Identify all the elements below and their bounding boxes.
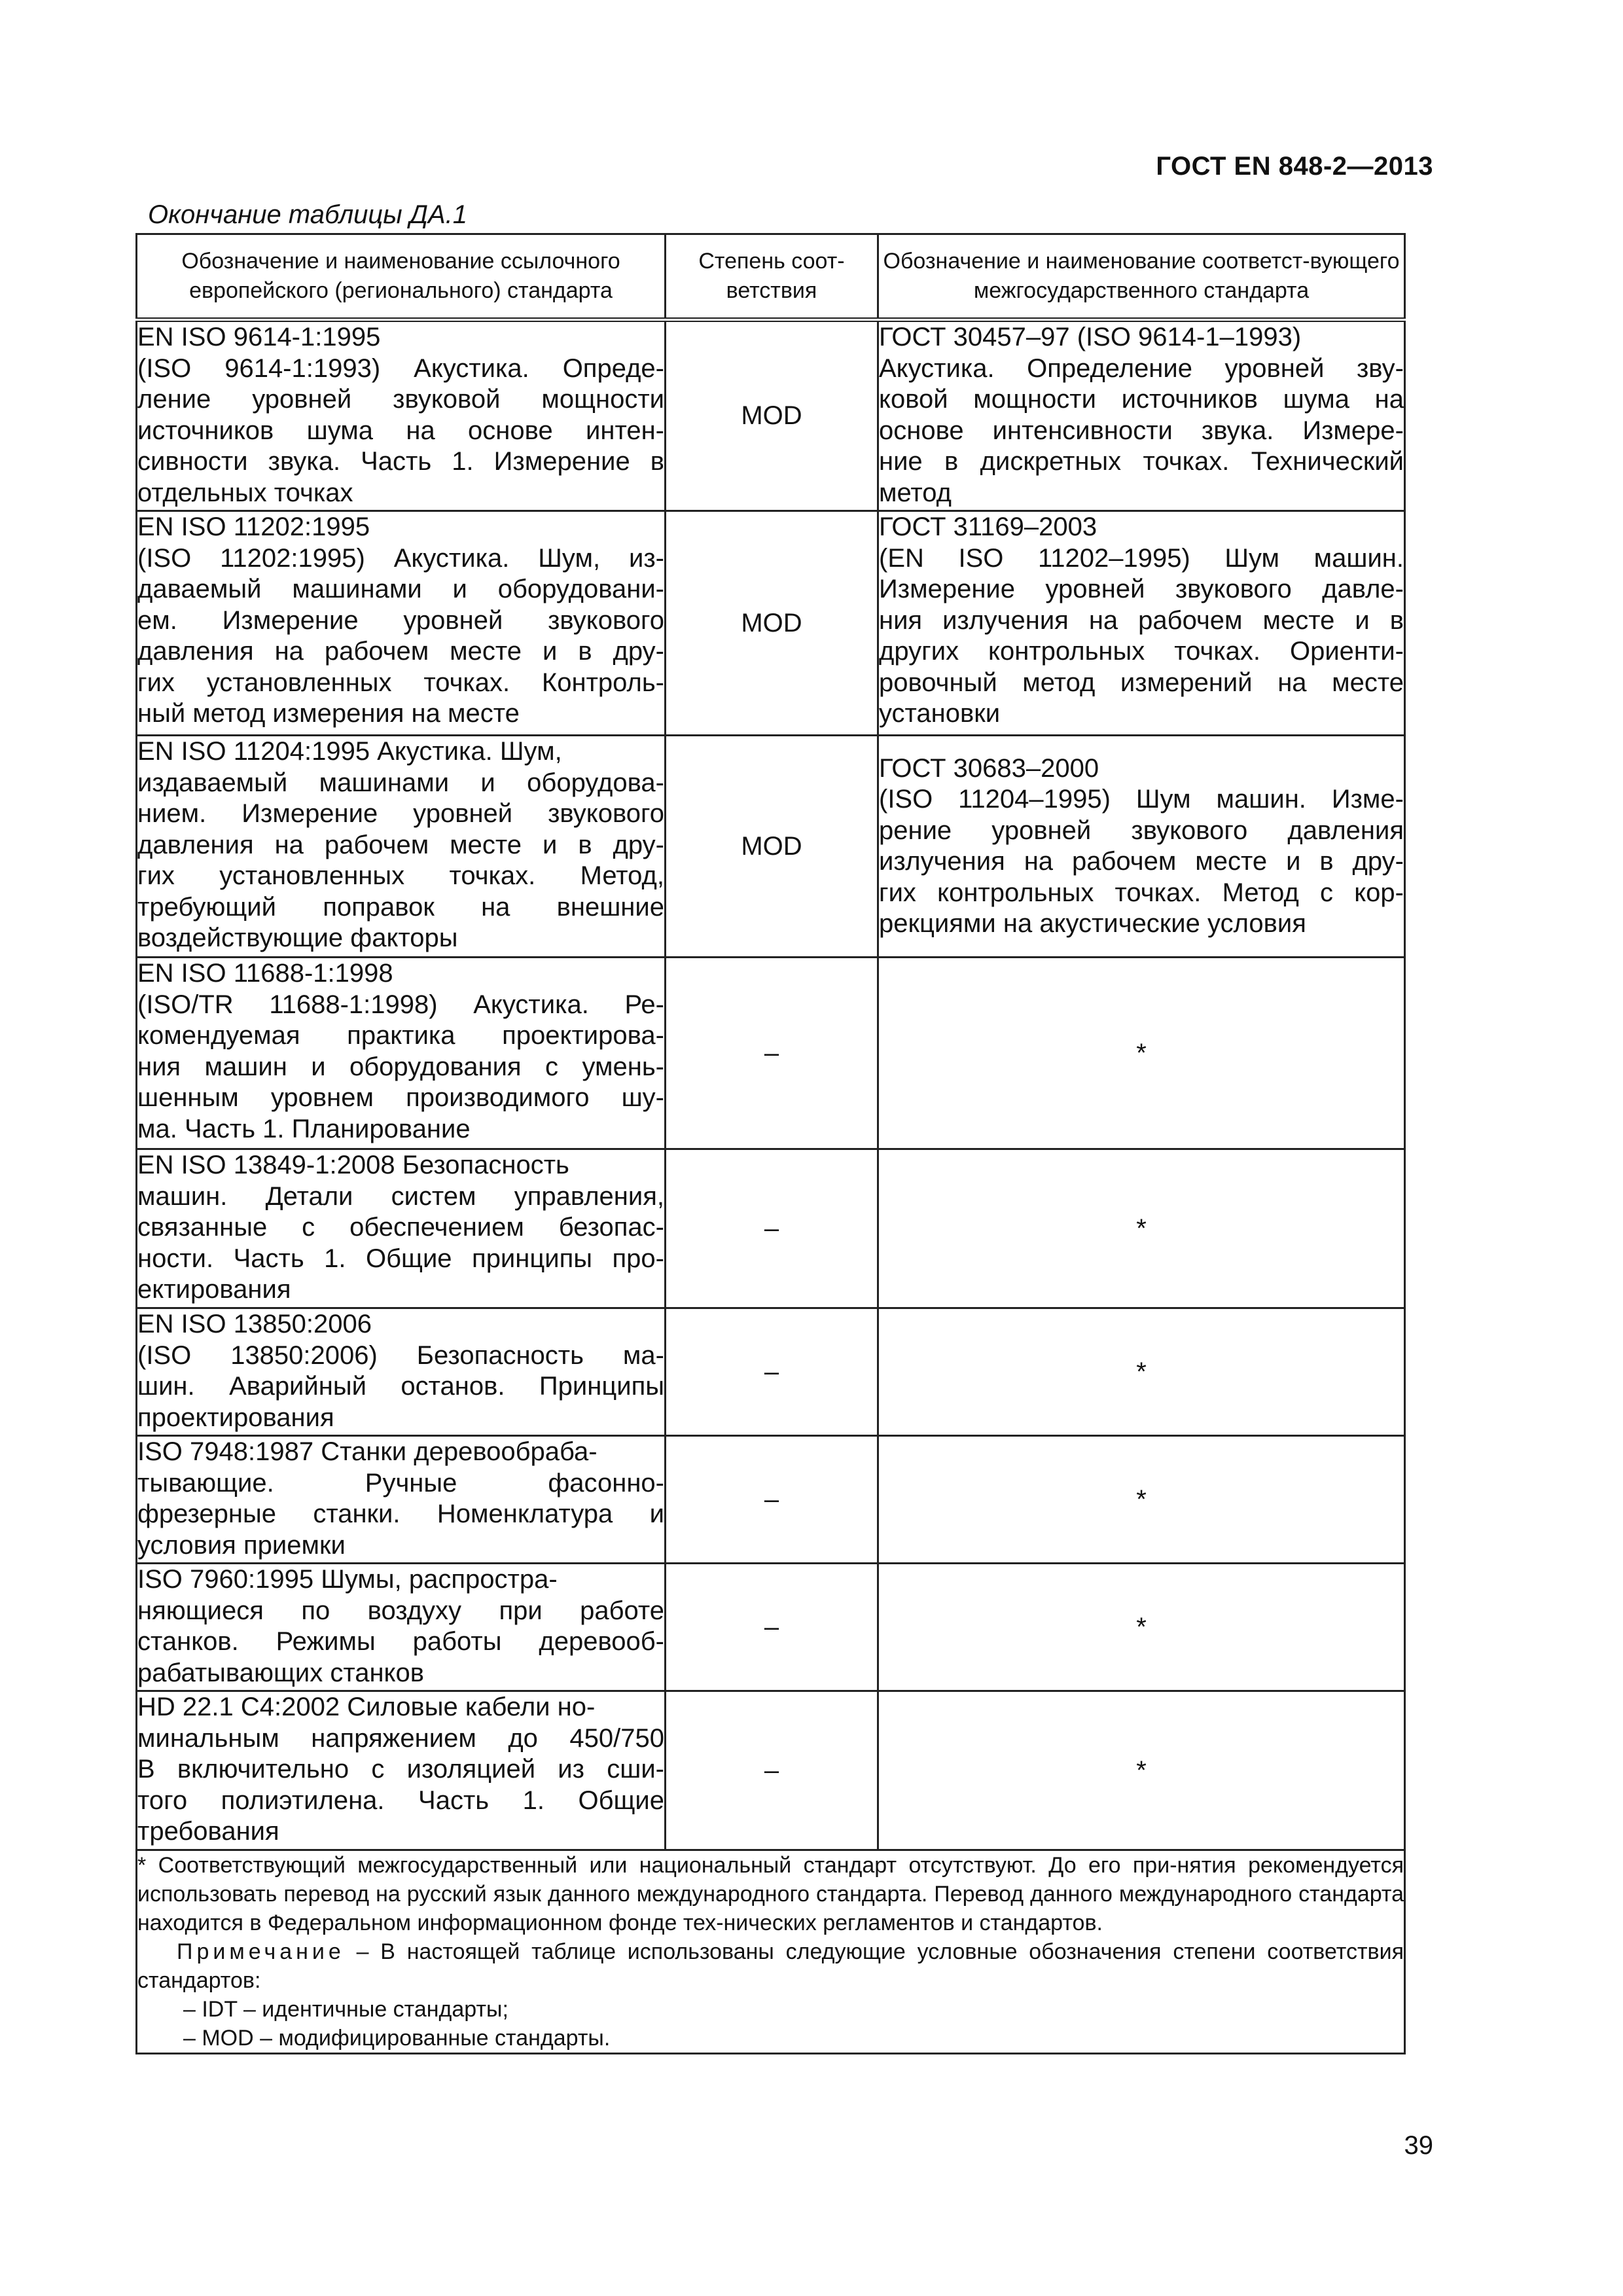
reference-line: проектирования <box>137 1403 334 1432</box>
table-row <box>137 1149 1405 1308</box>
gost-line: * <box>1136 1038 1147 1067</box>
table-row <box>137 1308 1405 1436</box>
gost-line: ние в дискретных точках. Технический <box>879 447 1404 476</box>
correspondence-table <box>135 233 1406 2054</box>
note-paragraph <box>137 1937 1404 1995</box>
gost-standard-cell <box>878 1149 1405 1308</box>
note-text: – В настоящей таблице использованы следующие условные обозначения степени соответствия стандартов: <box>137 1939 1404 1993</box>
reference-line: ния машин и оборудования с умень- <box>137 1052 664 1081</box>
gost-standard-cell <box>878 1691 1405 1850</box>
reference-standard-cell <box>137 511 666 736</box>
gost-line: * <box>1136 1357 1147 1386</box>
gost-standard-cell <box>878 736 1405 958</box>
degree-cell: – <box>666 958 878 1149</box>
reference-line: ный метод измерения на месте <box>137 699 520 728</box>
reference-line: (ISO 11202:1995) Акустика. Шум, из- <box>137 543 664 573</box>
reference-line: шин. Аварийный останов. Принципы <box>137 1372 664 1401</box>
gost-line: * <box>1136 1213 1147 1243</box>
gost-standard-cell <box>878 1564 1405 1691</box>
reference-line: EN ISO 11204:1995 Акустика. Шум, <box>137 737 562 766</box>
reference-line: ем. Измерение уровней звукового <box>137 605 664 635</box>
reference-line: шенным уровнем производимого шу- <box>137 1083 664 1112</box>
reference-line: минальным напряжением до 450/750 <box>137 1723 664 1753</box>
gost-line: ГОСТ 30457–97 (ISO 9614-1–1993) <box>879 323 1302 351</box>
gost-line: ковой мощности источников шума на <box>879 385 1404 414</box>
degree-cell: – <box>666 1308 878 1436</box>
reference-line: воздействующие факторы <box>137 924 458 952</box>
table-row <box>137 1564 1405 1691</box>
reference-line: нием. Измерение уровней звукового <box>137 799 664 828</box>
reference-line: требования <box>137 1817 279 1846</box>
column-header-reference: Обозначение и наименование ссылочного европейского (регионального) стандарта <box>137 234 666 320</box>
reference-standard-cell <box>137 1564 666 1691</box>
column-header-gost: Обозначение и наименование соответст-вующего межгосударственного стандарта <box>878 234 1405 320</box>
reference-line: EN ISO 13850:2006 <box>137 1310 372 1338</box>
note-label: Примечание <box>177 1939 345 1964</box>
footnote-row <box>137 1850 1405 2054</box>
reference-line: отдельных точках <box>137 478 353 507</box>
reference-line: даваемый машинами и оборудовани- <box>137 575 664 603</box>
degree-cell: MOD <box>666 320 878 511</box>
gost-line: (ISO 11204–1995) Шум машин. Изме- <box>879 785 1404 814</box>
reference-line: фрезерные станки. Номенклатура и <box>137 1499 664 1528</box>
reference-line: EN ISO 9614-1:1995 <box>137 323 381 351</box>
gost-line: (EN ISO 11202–1995) Шум машин. <box>879 543 1404 573</box>
page-number: 39 <box>1404 2131 1433 2160</box>
reference-line: ности. Часть 1. Общие принципы про- <box>137 1244 664 1273</box>
gost-line: * <box>1136 1484 1147 1514</box>
degree-cell: – <box>666 1691 878 1850</box>
reference-line: ма. Часть 1. Планирование <box>137 1114 471 1143</box>
reference-standard-cell <box>137 736 666 958</box>
reference-line: рабатывающих станков <box>137 1658 424 1687</box>
gost-standard-cell <box>878 511 1405 736</box>
reference-line: В включительно с изоляцией из сши- <box>137 1755 664 1784</box>
reference-line: тывающие. Ручные фасонно- <box>137 1468 664 1498</box>
degree-cell: – <box>666 1436 878 1564</box>
table-row <box>137 320 1405 511</box>
reference-line: источников шума на основе интен- <box>137 416 664 445</box>
reference-line: машин. Детали систем управления, <box>137 1181 664 1211</box>
legend-item: – MOD – модифицированные стандарты. <box>183 2026 611 2051</box>
footnote-cell <box>137 1850 1405 2054</box>
reference-line: ектирования <box>137 1275 291 1304</box>
gost-line: ровочный метод измерений на месте <box>879 668 1404 697</box>
gost-line: * <box>1136 1755 1147 1785</box>
table-row <box>137 1691 1405 1850</box>
reference-line: ление уровней звуковой мощности <box>137 385 664 414</box>
reference-standard-cell <box>137 1149 666 1308</box>
reference-line: сивности звука. Часть 1. Измерение в <box>137 447 664 476</box>
gost-standard-cell <box>878 1436 1405 1564</box>
table-row <box>137 736 1405 958</box>
degree-cell: MOD <box>666 511 878 736</box>
column-header-degree: Степень соот-ветствия <box>666 234 878 320</box>
reference-line: станков. Режимы работы деревооб- <box>137 1627 664 1656</box>
gost-line: Акустика. Определение уровней зву- <box>879 353 1404 383</box>
reference-line: HD 22.1 C4:2002 Силовые кабели но- <box>137 1693 596 1721</box>
gost-line: Измерение уровней звукового давле- <box>879 575 1404 603</box>
gost-line: установки <box>879 699 1001 728</box>
reference-standard-cell <box>137 1691 666 1850</box>
reference-line: гих установленных точках. Контроль- <box>137 668 664 697</box>
reference-line: EN ISO 13849-1:2008 Безопасность <box>137 1151 569 1179</box>
gost-standard-cell <box>878 1308 1405 1436</box>
reference-standard-cell <box>137 320 666 511</box>
table-row <box>137 958 1405 1149</box>
gost-line: гих контрольных точках. Метод с кор- <box>879 878 1404 907</box>
reference-line: (ISO 9614-1:1993) Акустика. Опреде- <box>137 353 664 383</box>
reference-line: издаваемый машинами и оборудова- <box>137 768 664 797</box>
gost-line: ГОСТ 31169–2003 <box>879 512 1097 541</box>
table-row <box>137 511 1405 736</box>
reference-line: (ISO 13850:2006) Безопасность ма- <box>137 1340 664 1370</box>
table-header-row <box>137 234 1405 320</box>
gost-line: излучения на рабочем месте и в дру- <box>879 847 1404 876</box>
legend-item: – IDT – идентичные стандарты; <box>183 1997 508 2022</box>
reference-line: того полиэтилена. Часть 1. Общие <box>137 1785 664 1815</box>
reference-standard-cell <box>137 1308 666 1436</box>
gost-line: * <box>1136 1612 1147 1641</box>
footnote-text: * Соответствующий межгосударственный или национальный стандарт отсутствуют. До его при-нятия рекомендуется использовать перевод на русский язык данного международного стандарта. Перевод данного международного стандарта находится в Федеральном информационном фонде тех-нических регламентов и стандартов. <box>137 1853 1404 1935</box>
reference-standard-cell <box>137 958 666 1149</box>
reference-line: связанные с обеспечением безопас- <box>137 1213 664 1242</box>
gost-line: рение уровней звукового давления <box>879 816 1404 845</box>
document-id: ГОСТ EN 848-2—2013 <box>1156 152 1433 181</box>
degree-cell: – <box>666 1564 878 1691</box>
reference-line: EN ISO 11688-1:1998 <box>137 959 393 988</box>
reference-line: (ISO/TR 11688-1:1998) Акустика. Ре- <box>137 990 664 1019</box>
reference-line: давления на рабочем месте и в дру- <box>137 830 664 859</box>
gost-line: других контрольных точках. Ориенти- <box>879 637 1404 666</box>
gost-standard-cell <box>878 320 1405 511</box>
reference-line: ISO 7948:1987 Станки деревообраба- <box>137 1437 597 1466</box>
reference-line: комендуемая практика проектирова- <box>137 1021 664 1050</box>
table-body <box>137 320 1405 1850</box>
reference-line: требующий поправок на внешние <box>137 892 664 922</box>
reference-line: давления на рабочем месте и в дру- <box>137 637 664 666</box>
gost-line: ния излучения на рабочем месте и в <box>879 605 1404 635</box>
table-row <box>137 1436 1405 1564</box>
reference-line: няющиеся по воздуху при работе <box>137 1596 664 1625</box>
gost-line: основе интенсивности звука. Измере- <box>879 416 1404 445</box>
gost-line: рекциями на акустические условия <box>879 909 1306 938</box>
degree-cell: MOD <box>666 736 878 958</box>
gost-line: ГОСТ 30683–2000 <box>879 753 1099 783</box>
reference-line: EN ISO 11202:1995 <box>137 512 370 541</box>
gost-standard-cell <box>878 958 1405 1149</box>
reference-standard-cell <box>137 1436 666 1564</box>
reference-line: гих установленных точках. Метод, <box>137 861 664 890</box>
reference-line: условия приемки <box>137 1530 346 1560</box>
gost-line: метод <box>879 478 952 507</box>
degree-cell: – <box>666 1149 878 1308</box>
reference-line: ISO 7960:1995 Шумы, распростра- <box>137 1565 558 1594</box>
table-caption: Окончание таблицы ДА.1 <box>148 200 467 229</box>
